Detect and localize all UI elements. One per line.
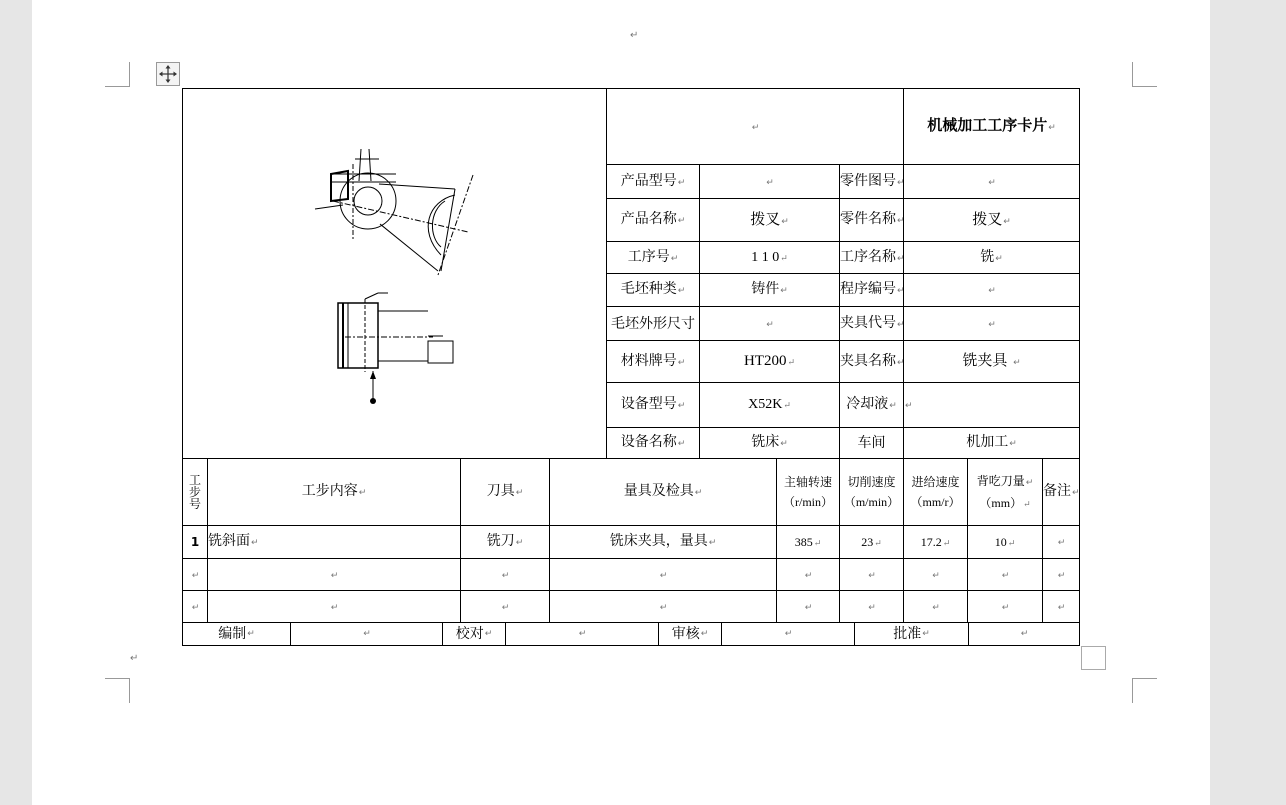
paragraph-mark-icon: ↵ <box>942 537 951 548</box>
info-value: 机加工↵ <box>904 428 1080 459</box>
paragraph-mark-icon: ↵ <box>932 602 940 613</box>
paragraph-mark-icon: ↵ <box>787 357 796 367</box>
info-value: X52K↵ <box>700 383 840 428</box>
paragraph-mark-icon: ↵ <box>659 602 668 613</box>
info-value <box>904 274 1080 307</box>
paragraph-mark-icon: ↵ <box>813 537 822 548</box>
paragraph-mark-icon: ↵ <box>988 286 996 296</box>
info-value <box>904 165 1080 199</box>
paragraph-mark-icon: ↵ <box>515 538 524 548</box>
paragraph-mark-icon: ↵ <box>1001 570 1010 581</box>
info-value: 拨叉↵ <box>904 199 1080 242</box>
paragraph-mark-icon: ↵ <box>677 286 686 296</box>
paragraph-mark-icon: ↵ <box>1007 537 1016 548</box>
step-cutting-speed <box>840 591 904 623</box>
info-value <box>700 165 840 199</box>
review-value <box>722 623 855 645</box>
step-remark <box>1043 559 1080 591</box>
paragraph-mark-icon: ↵ <box>191 570 200 581</box>
step-cutting-speed: 23↵ <box>840 526 904 559</box>
info-label: 设备名称↵ <box>607 428 700 459</box>
step-feed-speed <box>904 591 968 623</box>
paragraph-mark-icon: ↵ <box>783 400 791 410</box>
step-remark <box>1043 526 1080 559</box>
paragraph-mark-icon: ↵ <box>868 570 876 581</box>
tool-header: 刀具↵ <box>461 459 550 526</box>
paragraph-mark-icon: ↵ <box>484 629 493 639</box>
paragraph-mark-icon: ↵ <box>515 488 524 498</box>
paragraph-mark-icon: ↵ <box>897 177 905 188</box>
paragraph-mark-icon: ↵ <box>630 30 639 41</box>
paragraph-mark-icon: ↵ <box>501 602 510 613</box>
approve-label: 批准 ↵ <box>855 623 969 645</box>
paragraph-mark-icon: ↵ <box>251 538 259 548</box>
info-value: 铣↵ <box>904 242 1080 274</box>
compile-value <box>291 623 443 645</box>
paragraph-mark-icon: ↵ <box>897 357 905 368</box>
paragraph-mark-icon: ↵ <box>897 253 905 264</box>
resize-handle-icon[interactable] <box>1081 646 1106 670</box>
paragraph-mark-icon: ↵ <box>247 629 255 639</box>
paragraph-mark-icon: ↵ <box>784 629 793 639</box>
info-value: 铣床↵ <box>700 428 840 459</box>
compile-label: 编制 ↵ <box>183 623 291 645</box>
paragraph-mark-icon: ↵ <box>501 570 510 581</box>
crop-mark-top-right <box>1132 62 1157 87</box>
paragraph-mark-icon: ↵ <box>659 570 668 581</box>
paragraph-mark-icon: ↵ <box>191 602 200 613</box>
check-value <box>506 623 659 645</box>
paragraph-mark-icon: ↵ <box>1025 477 1034 488</box>
step-tool <box>461 559 550 591</box>
paragraph-mark-icon: ↵ <box>677 357 686 368</box>
info-label: 夹具代号↵ <box>840 307 904 341</box>
paragraph-mark-icon: ↵ <box>932 570 940 581</box>
step-number-header: 工步号 <box>183 459 208 526</box>
step-tool <box>461 591 550 623</box>
paragraph-mark-icon: ↵ <box>130 653 139 664</box>
paragraph-mark-icon: ↵ <box>363 629 371 639</box>
paragraph-mark-icon: ↵ <box>780 252 788 263</box>
paragraph-mark-icon: ↵ <box>330 602 339 613</box>
paragraph-mark-icon: ↵ <box>897 286 905 296</box>
paragraph-mark-icon: ↵ <box>905 401 913 411</box>
crop-mark-bottom-right <box>1132 678 1157 703</box>
info-label: 工序名称↵ <box>840 242 904 274</box>
step-row <box>183 526 1080 559</box>
paragraph-mark-icon: ↵ <box>1057 538 1066 548</box>
paragraph-mark-icon: ↵ <box>988 177 996 188</box>
info-label: 车间 <box>840 428 904 459</box>
paragraph-mark-icon: ↵ <box>922 629 930 639</box>
info-value: 拨叉↵ <box>700 199 840 242</box>
info-label: 零件图号↵ <box>840 165 904 199</box>
info-value <box>700 307 840 341</box>
paragraph-mark-icon: ↵ <box>694 488 703 498</box>
paragraph-mark-icon: ↵ <box>804 602 813 613</box>
check-label: 校对 ↵ <box>443 623 506 645</box>
step-spindle-speed: 385↵ <box>777 526 840 559</box>
paragraph-mark-icon: ↵ <box>897 216 905 226</box>
paragraph-mark-icon: ↵ <box>868 602 876 613</box>
paragraph-mark-icon: ↵ <box>677 177 686 188</box>
step-gauge <box>550 559 777 591</box>
paragraph-mark-icon: ↵ <box>708 538 717 548</box>
signature-row <box>183 623 1080 646</box>
crop-mark-bottom-left <box>105 678 130 703</box>
paragraph-mark-icon: ↵ <box>700 629 709 639</box>
part-drawing <box>183 89 607 459</box>
info-label: 产品型号↵ <box>607 165 700 199</box>
feed-speed-header: 进给速度 （mm/r） <box>904 459 968 526</box>
step-row <box>183 559 1080 591</box>
cut-depth-header: 背吃刀量↵ （mm）↵ <box>968 459 1043 526</box>
step-cut-depth <box>968 559 1043 591</box>
info-label: 工序号↵ <box>607 242 700 274</box>
info-label: 毛坯种类↵ <box>607 274 700 307</box>
step-cutting-speed <box>840 559 904 591</box>
step-gauge <box>550 591 777 623</box>
paragraph-mark-icon: ↵ <box>780 439 788 449</box>
step-spindle-speed <box>777 559 840 591</box>
paragraph-mark-icon: ↵ <box>330 570 339 581</box>
paragraph-mark-icon: ↵ <box>670 253 679 264</box>
paragraph-mark-icon: ↵ <box>874 537 882 548</box>
paragraph-mark-icon: ↵ <box>995 253 1003 264</box>
step-gauge: 铣床夹具，量具↵ <box>550 526 777 559</box>
info-label: 程序编号↵ <box>840 274 904 307</box>
step-tool: 铣刀↵ <box>461 526 550 559</box>
step-spindle-speed <box>777 591 840 623</box>
step-number <box>183 559 208 591</box>
step-content <box>208 591 461 623</box>
step-feed-speed <box>904 559 968 591</box>
info-label: 设备型号↵ <box>607 383 700 428</box>
paragraph-mark-icon: ↵ <box>751 122 760 133</box>
paragraph-mark-icon: ↵ <box>781 216 789 227</box>
paragraph-mark-icon: ↵ <box>1003 216 1011 227</box>
paragraph-mark-icon: ↵ <box>889 401 897 411</box>
crop-mark-top-left <box>105 62 130 87</box>
paragraph-mark-icon: ↵ <box>1057 570 1066 581</box>
paragraph-mark-icon: ↵ <box>1013 358 1021 368</box>
paragraph-mark-icon: ↵ <box>804 570 813 581</box>
step-feed-speed: 17.2↵ <box>904 526 968 559</box>
remark-header: 备注↵ <box>1043 459 1080 526</box>
step-cut-depth <box>968 591 1043 623</box>
info-value: 铸件↵ <box>700 274 840 307</box>
info-label: 毛坯外形尺寸 <box>607 307 700 341</box>
move-handle-icon[interactable] <box>156 62 180 86</box>
info-value: 1 1 0↵ <box>700 242 840 274</box>
header-blank-cell <box>607 89 904 165</box>
step-remark <box>1043 591 1080 623</box>
step-content-header: 工步内容↵ <box>208 459 461 526</box>
process-card-table <box>182 88 1080 646</box>
paragraph-mark-icon: ↵ <box>1048 123 1056 133</box>
step-header-row <box>183 459 1080 526</box>
info-label: 零件名称↵ <box>840 199 904 242</box>
paragraph-mark-icon: ↵ <box>578 629 587 639</box>
gauge-header: 量具及检具↵ <box>550 459 777 526</box>
paragraph-mark-icon: ↵ <box>897 319 905 330</box>
paragraph-mark-icon: ↵ <box>677 439 686 449</box>
cutting-speed-header: 切削速度 （m/min） <box>840 459 904 526</box>
paragraph-mark-icon: ↵ <box>1001 602 1010 613</box>
step-content <box>208 559 461 591</box>
info-value <box>904 383 1080 428</box>
review-label: 审核 ↵ <box>659 623 722 645</box>
step-content: 铣斜面↵ <box>208 526 461 559</box>
paragraph-mark-icon: ↵ <box>1072 488 1080 498</box>
info-value <box>904 307 1080 341</box>
paragraph-mark-icon: ↵ <box>1023 498 1031 509</box>
info-value: 铣夹具 ↵ <box>904 341 1080 383</box>
paragraph-mark-icon: ↵ <box>677 216 686 226</box>
fork-part-sketch <box>183 89 606 459</box>
spindle-speed-header: 主轴转速 （r/min） <box>777 459 840 526</box>
paragraph-mark-icon: ↵ <box>677 401 686 411</box>
paragraph-mark-icon: ↵ <box>766 319 774 330</box>
step-number: 1 <box>183 526 208 559</box>
info-label: 夹具名称↵ <box>840 341 904 383</box>
paragraph-mark-icon: ↵ <box>1057 602 1066 613</box>
approve-value <box>969 623 1079 645</box>
paragraph-mark-icon: ↵ <box>1009 439 1017 449</box>
paragraph-mark-icon: ↵ <box>358 488 367 498</box>
step-number <box>183 591 208 623</box>
paragraph-mark-icon: ↵ <box>766 177 774 188</box>
info-label: 产品名称↵ <box>607 199 700 242</box>
info-label: 材料牌号↵ <box>607 341 700 383</box>
card-title: 机械加工工序卡片↵ <box>904 89 1080 165</box>
paragraph-mark-icon: ↵ <box>988 319 996 330</box>
paragraph-mark-icon: ↵ <box>780 286 788 296</box>
step-cut-depth: 10↵ <box>968 526 1043 559</box>
info-value: HT200↵ <box>700 341 840 383</box>
info-label: 冷却液↵ <box>840 383 904 428</box>
paragraph-mark-icon: ↵ <box>1020 629 1029 639</box>
step-row <box>183 591 1080 623</box>
